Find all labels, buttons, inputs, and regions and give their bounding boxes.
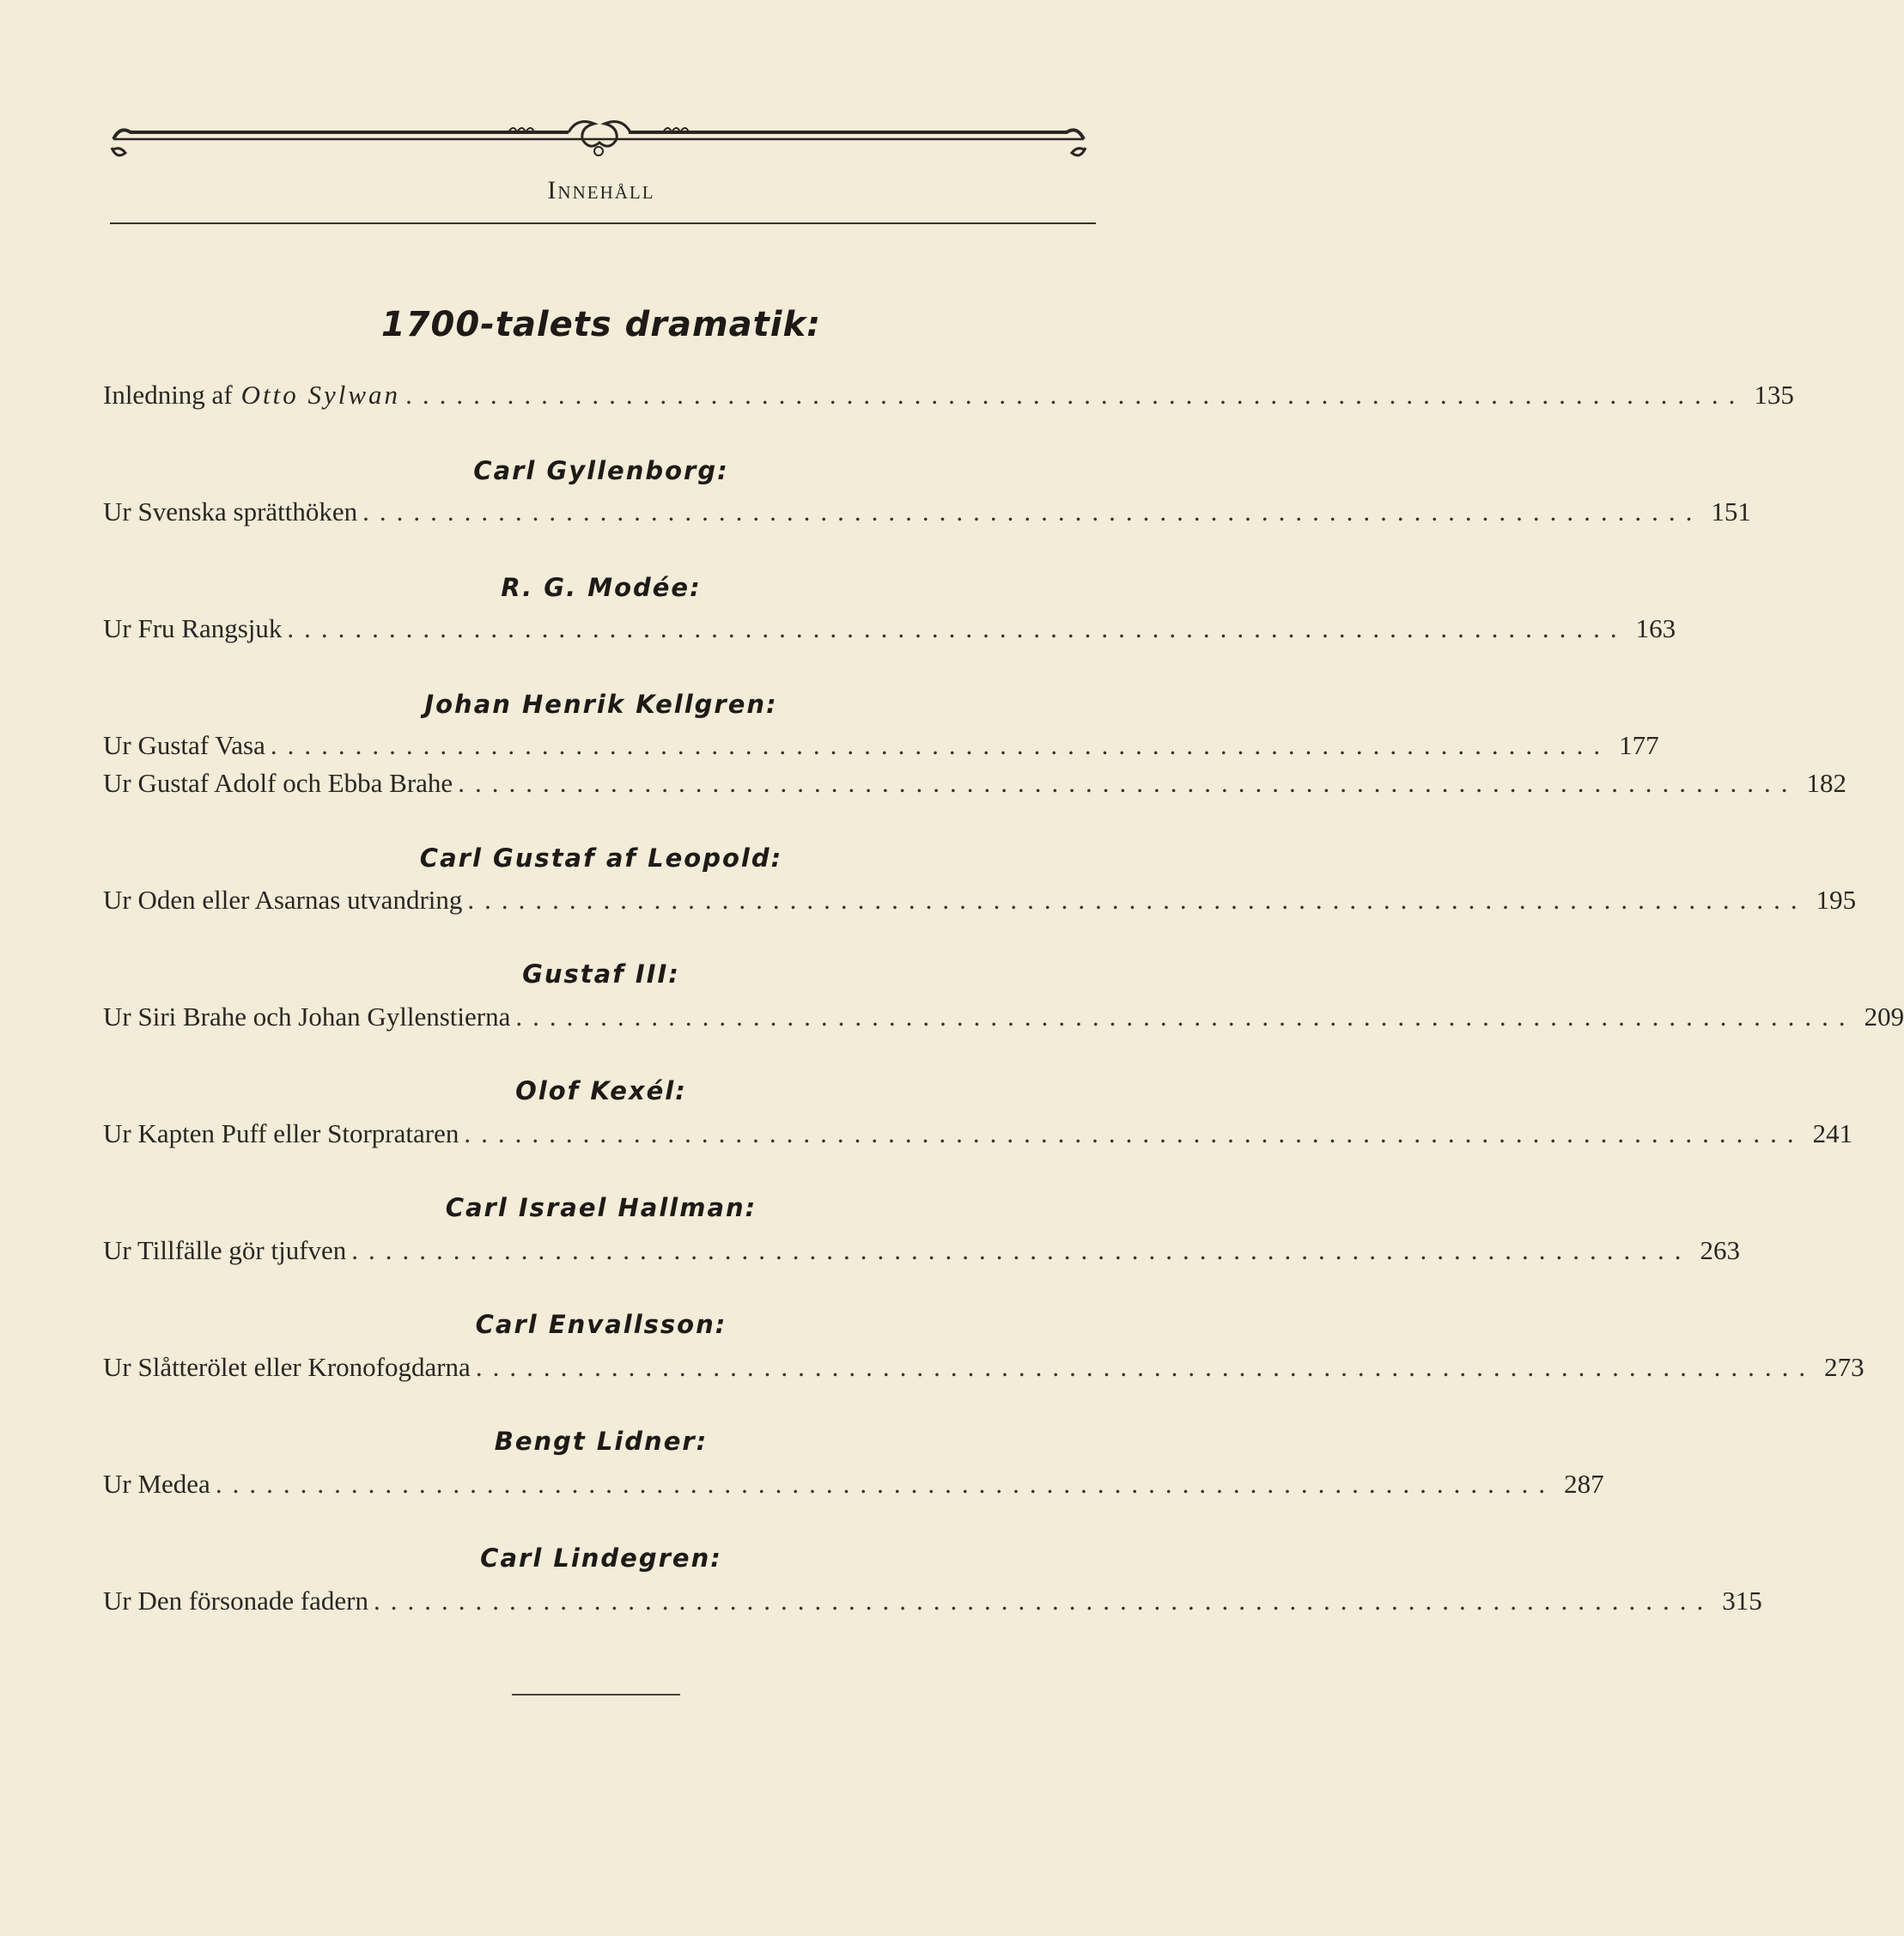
- entry-title: Ur Kapten Puff eller Storprataren: [103, 1118, 459, 1148]
- entry-title: Ur Tillfälle gör tjufven: [103, 1235, 347, 1265]
- page-number: 151: [1711, 496, 1751, 527]
- author-heading: Johan Henrik Kellgren:: [424, 690, 778, 719]
- entry-title: Ur Fru Rangsjuk: [103, 613, 283, 643]
- toc-entry[interactable]: [103, 730, 1659, 768]
- author-heading: Carl Israel Hallman:: [445, 1193, 757, 1222]
- author-heading: Carl Gustaf af Leopold:: [419, 843, 783, 873]
- page-number: 287: [1564, 1469, 1604, 1499]
- header-ornament: [105, 113, 1092, 165]
- author-heading: Olof Kexél:: [515, 1076, 687, 1105]
- toc-entry[interactable]: [103, 1235, 1741, 1273]
- dot-leader: ...............................................................................: [458, 768, 1798, 798]
- page-number: 263: [1700, 1235, 1741, 1265]
- author-heading: Bengt Lidner:: [494, 1427, 709, 1456]
- entry-title: Ur Oden eller Asarnas utvandring: [103, 885, 463, 915]
- section-title: 1700-talets dramatik:: [380, 305, 822, 344]
- toc-entry[interactable]: [103, 1352, 1864, 1390]
- toc-entry[interactable]: [103, 885, 1857, 922]
- author-heading: Carl Gyllenborg:: [473, 456, 729, 485]
- toc-entry[interactable]: [103, 1469, 1604, 1507]
- dot-leader: ...............................................................................: [374, 1586, 1714, 1616]
- author-heading: Gustaf III:: [522, 959, 680, 989]
- end-rule: [512, 1694, 680, 1696]
- entry-title: Ur Gustaf Adolf och Ebba Brahe: [103, 768, 453, 798]
- toc-entry[interactable]: [103, 768, 1846, 806]
- page-number: 273: [1824, 1352, 1864, 1382]
- page-number: 182: [1806, 768, 1846, 798]
- dot-leader: ...............................................................................: [515, 1001, 1856, 1032]
- entry-title: Ur Den försonade fadern: [103, 1586, 369, 1616]
- page-number: 177: [1619, 730, 1659, 760]
- dot-leader: ...............................................................................: [467, 885, 1808, 915]
- dot-leader: ...............................................................................: [287, 613, 1627, 643]
- page-number: 135: [1754, 380, 1794, 410]
- toc-entry[interactable]: [103, 1001, 1904, 1039]
- toc-entry[interactable]: [103, 613, 1676, 651]
- page-number: 315: [1722, 1586, 1762, 1616]
- author-heading: Carl Envallsson:: [475, 1310, 727, 1339]
- dot-leader: ...............................................................................: [270, 730, 1611, 760]
- page-number: 163: [1635, 613, 1676, 643]
- toc-entry-intro[interactable]: [103, 380, 1794, 417]
- dot-leader: ...............................................................................: [475, 1352, 1816, 1382]
- header-rule: [110, 222, 1096, 224]
- toc-entry[interactable]: [103, 1586, 1762, 1623]
- page-number: 241: [1812, 1118, 1853, 1148]
- dot-leader: ...............................................................................: [405, 380, 1746, 410]
- entry-title: Inledning af: [103, 380, 233, 410]
- dot-leader: ...............................................................................: [215, 1469, 1556, 1499]
- entry-title: Ur Siri Brahe och Johan Gyllenstierna: [103, 1001, 511, 1032]
- toc-entry[interactable]: [103, 496, 1751, 534]
- toc-entry[interactable]: [103, 1118, 1853, 1156]
- page-number: 195: [1816, 885, 1857, 915]
- author-heading: Carl Lindegren:: [480, 1543, 722, 1573]
- page-number: 209: [1864, 1001, 1904, 1032]
- entry-title: Ur Medea: [103, 1469, 210, 1499]
- dot-leader: ...............................................................................: [464, 1118, 1804, 1148]
- author-heading: R. G. Modée:: [501, 573, 702, 602]
- intro-author: Otto Sylwan: [240, 380, 401, 410]
- dot-leader: ...............................................................................: [351, 1235, 1692, 1265]
- running-head: Innehåll: [547, 176, 655, 204]
- entry-title: Ur Svenska sprätthöken: [103, 496, 358, 527]
- dot-leader: ...............................................................................: [362, 496, 1703, 527]
- entry-title: Ur Slåtterölet eller Kronofogdarna: [103, 1352, 471, 1382]
- entry-title: Ur Gustaf Vasa: [103, 730, 265, 760]
